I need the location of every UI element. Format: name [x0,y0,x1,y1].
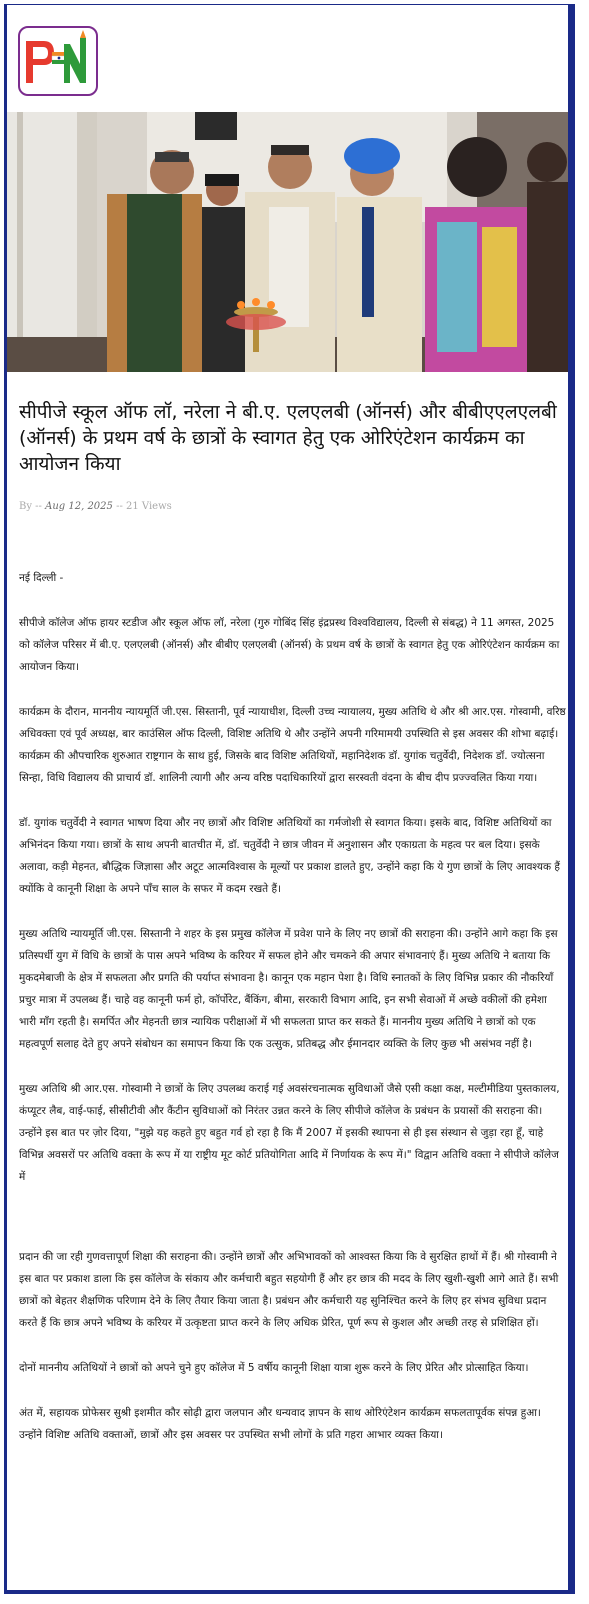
pn-logo-icon [20,28,96,94]
paragraph: अंत में, सहायक प्रोफेसर सुश्री इशमीत कौर सोढ़ी द्वारा जलपान और धन्यवाद ज्ञापन के साथ ओरिएंटेशन कार्यक्रम सफलतापूर्वक संपन्न हुआ। उन्होंने विशिष्ट अतिथि वक्ताओं, छात्रों और इस अवसर पर उपस्थित सभी लोगों के प्रति गहरा आभार व्यक्त किया। [19,1407,541,1441]
paragraph-break [19,1211,567,1246]
paragraph: मुख्य अतिथि श्री आर.एस. गोस्वामी ने छात्रों के लिए उपलब्ध कराई गई अवसंरचनात्मक सुविधाओं जैसे एसी कक्षा कक्ष, मल्टीमीडिया पुस्तकालय, कंप्यूटर लैब, वाई-फाई, सीसीटीवी और कैंटीन सुविधाओं को निरंतर उन्नत करने के लिए सीपीजे कॉलेज के प्रबंधन के प्रयासों की सराहना की। उन्होंने इस बात पर ज़ोर दिया, "मुझे यह कहते हुए बहुत गर्व हो रहा है कि मैं 2007 में इसकी स्थापना से ही इस संस्थान से जुड़ा रहा हूँ, चाहे विभिन्न अवसरों पर अतिथि वक्ता के रूप में या राष्ट्रीय मूट कोर्ट प्रतियोगिता आदि में निर्णायक के रूप में।" विद्वान अतिथि वक्ता ने सीपीजे कॉलेज में [19,1083,560,1183]
article-title: सीपीजे स्कूल ऑफ लॉ, नरेला ने बी.ए. एलएलबी (ऑनर्स) और बीबीएएलएलबी (ऑनर्स) के प्रथम वर्ष के छात्रों के स्वागत हेतु एक ओरिएंटेशन कार्यक्रम का आयोजन किया [19,401,557,475]
hero-image [7,112,568,372]
paragraph: मुख्य अतिथि न्यायमूर्ति जी.एस. सिस्तानी ने शहर के इस प्रमुख कॉलेज में प्रवेश पाने के लिए नए छात्रों की सराहना की। उन्होंने आगे कहा कि इस प्रतिस्पर्धी युग में विधि के छात्रों के पास अपने भविष्य के करियर में सफल होने और चमकने की अपार संभावनाएं हैं। मुख्य अतिथि ने बताया कि मुकदमेबाजी के क्षेत्र में सफलता और प्रगति की पर्याप्त संभावना है। कानून एक महान पेशा है। विधि स्नातकों के लिए विभिन्न प्रकार की नौकरियाँ प्रचुर मात्रा में उपलब्ध हैं। चाहे वह कानूनी फर्म हो, कॉर्पोरेट, बैंकिंग, बीमा, सरकारी विभाग आदि, इन सभी सेवाओं में अच्छे वकीलों की हमेशा भारी माँग रहती है। समर्पित और मेहनती छात्र न्यायिक परीक्षाओं में भी सफलता प्राप्त कर सकते हैं। माननीय मुख्य अतिथि ने छात्रों को एक महत्वपूर्ण सलाह देते हुए अपने संबोधन का समापन किया कि एक उत्सुक, प्रतिबद्ध और ईमानदार व्यक्ति के लिए कुछ भी असंभव नहीं है। [19,928,558,1050]
article-meta [19,501,567,512]
paragraph-dateline: नई दिल्ली - [19,572,64,584]
event-photo [7,112,568,372]
meta-by: By -- [19,501,42,512]
site-header [7,5,568,105]
paragraph: डॉ. युगांक चतुर्वेदी ने स्वागत भाषण दिया और नए छात्रों और विशिष्ट अतिथियों का गर्मजोशी से स्वागत किया। इसके बाद, विशिष्ट अतिथियों का अभिनंदन किया गया। छात्रों के साथ अपनी बातचीत में, डॉ. चतुर्वेदी ने छात्र जीवन में अनुशासन और एकाग्रता के महत्व पर बल दिया। इसके अलावा, कड़ी मेहनत, बौद्धिक जिज्ञासा और अटूट आत्मविश्वास के मूल्यों पर प्रकाश डालते हुए, उन्होंने कहा कि ये गुण छात्रों के लिए आवश्यक हैं क्योंकि वे कानूनी शिक्षा के अपने पाँच साल के सफर में कदम रखते हैं। [19,817,560,895]
paragraph: सीपीजे कॉलेज ऑफ हायर स्टडीज और स्कूल ऑफ लॉ, नरेला (गुरु गोबिंद सिंह इंद्रप्रस्थ विश्वविद्यालय, दिल्ली से संबद्ध) ने 11 अगस्त, 2025 को कॉलेज परिसर में बी.ए. एलएलबी (ऑनर्स) और बीबीए एलएलबी (ऑनर्स) के प्रथम वर्ष के छात्रों के स्वागत हेतु एक ओरिएंटेशन कार्यक्रम का आयोजन किया। [19,617,560,673]
page-frame [4,4,575,1594]
meta-date: Aug 12, 2025 [45,501,113,512]
site-logo[interactable] [18,26,98,96]
paragraph: कार्यक्रम के दौरान, माननीय न्यायमूर्ति जी.एस. सिस्तानी, पूर्व न्यायाधीश, दिल्ली उच्च न्यायालय, मुख्य अतिथि थे और श्री आर.एस. गोस्वामी, वरिष्ठ अधिवक्ता एवं पूर्व अध्यक्ष, बार काउंसिल ऑफ दिल्ली, विशिष्ट अतिथि थे और उन्होंने अपनी गरिमामयी उपस्थिति से इस अवसर की शोभा बढ़ाई। कार्यक्रम की औपचारिक शुरुआत राष्ट्रगान के साथ हुई, जिसके बाद विशिष्ट अतिथियों, महानिदेशक डॉ. युगांक चतुर्वेदी, निदेशक डॉ. ज्योत्सना सिन्हा, विधि विद्यालय की प्राचार्य डॉ. शालिनी त्यागी और अन्य वरिष्ठ पदाधिकारियों द्वारा सरस्वती वंदना के बीच दीप प्रज्ज्वलित किया गया। [19,706,566,784]
article-body [19,567,567,1446]
meta-views: -- 21 Views [116,501,172,512]
paragraph: दोनों माननीय अतिथियों ने छात्रों को अपने चुने हुए कॉलेज में 5 वर्षीय कानूनी शिक्षा यात्रा शुरू करने के लिए प्रेरित और प्रोत्साहित किया। [19,1362,529,1374]
article-content [19,399,567,1469]
paragraph: प्रदान की जा रही गुणवत्तापूर्ण शिक्षा की सराहना की। उन्होंने छात्रों और अभिभावकों को आश्वस्त किया कि वे सुरक्षित हाथों में हैं। श्री गोस्वामी ने इस बात पर प्रकाश डाला कि इस कॉलेज के संकाय और कर्मचारी बहुत सहयोगी हैं और हर छात्र की मदद के लिए खुशी-खुशी आगे आते हैं। सभी छात्रों को बेहतर शैक्षणिक परिणाम देने के लिए तैयार किया जाता है। प्रबंधन और कर्मचारी यह सुनिश्चित करने के लिए हर संभव सुविधा प्रदान करते हैं कि छात्र अपने भविष्य के करियर में उत्कृष्टता प्राप्त करने के लिए अधिक प्रेरित, पूर्ण रूप से कुशल और अच्छी तरह से प्रशिक्षित हों। [19,1251,559,1329]
